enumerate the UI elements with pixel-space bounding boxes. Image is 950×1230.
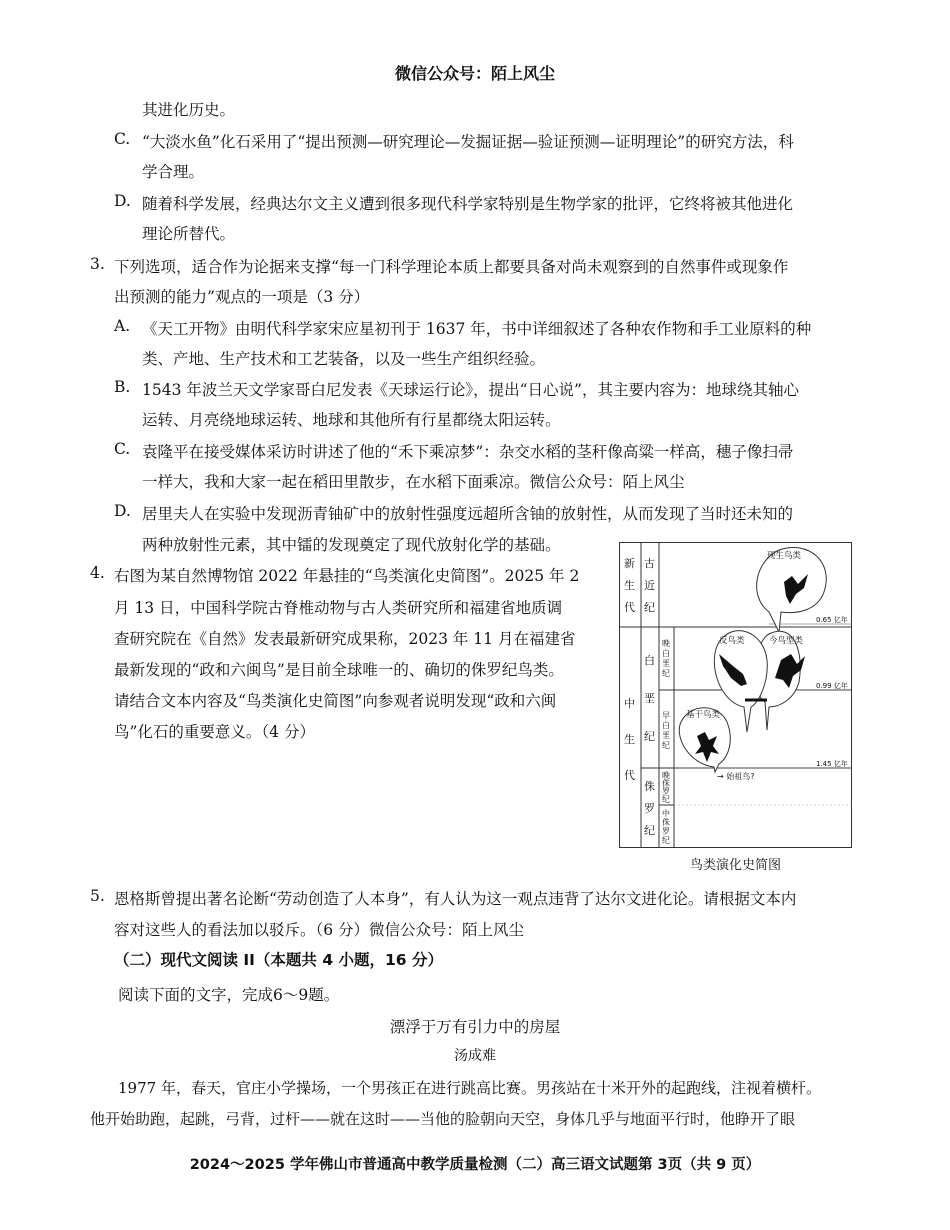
q4-line2: 月 13 日，中国科学院古脊椎动物与古人类研究所和福建省地质调 xyxy=(114,599,563,617)
svg-text:侏: 侏 xyxy=(644,780,655,793)
svg-text:代: 代 xyxy=(624,601,635,614)
article-paragraph-line2: 他开始助跑，起跳，弓背，过杆——就在这时——当他的脸朝向天空，身体几乎与地面平行时，他睁开了眼 xyxy=(90,1110,796,1128)
svg-text:侏: 侏 xyxy=(662,818,670,827)
svg-text:代: 代 xyxy=(624,769,635,782)
modern-birds-label: 现生鸟类 xyxy=(767,551,802,561)
article-title: 漂浮于万有引力中的房屋 xyxy=(389,1018,561,1036)
q2-option-d-line2: 理论所替代。 xyxy=(142,225,236,243)
q4-line6: 鸟”化石的重要意义。（4 分） xyxy=(114,723,315,741)
svg-text:纪: 纪 xyxy=(644,730,655,743)
svg-text:纪: 纪 xyxy=(644,601,655,614)
svg-text:垩: 垩 xyxy=(644,692,655,705)
basal-birds-label: 基干鸟类 xyxy=(686,710,721,720)
q3-option-b-line1: 1543 年波兰天文学家哥白尼发表《天球运行论》，提出“日心说”，其主要内容为：地球绕其轴心 xyxy=(142,381,799,399)
q3-option-d-label: D. xyxy=(114,502,131,520)
svg-text:罗: 罗 xyxy=(662,827,670,836)
q3-number: 3. xyxy=(90,255,105,273)
q5-line2: 容对这些人的看法加以驳斥。（6 分）微信公众号：陌上风尘 xyxy=(114,921,525,939)
article-author: 汤成难 xyxy=(454,1048,496,1064)
svg-text:纪: 纪 xyxy=(662,741,670,750)
svg-text:纪: 纪 xyxy=(644,824,655,837)
sub-middle-jurassic-label xyxy=(662,808,670,845)
q2-option-d-label: D. xyxy=(114,192,131,210)
svg-text:侏: 侏 xyxy=(662,779,670,788)
q2-option-d-line1: 随着科学发展，经典达尔文主义遭到很多现代科学家特别是生物学家的批评，它终将被其他进化 xyxy=(142,195,794,213)
q4-line4: 最新发现的“政和六闽鸟”是目前全球唯一的、确切的侏罗纪鸟类。 xyxy=(114,661,564,679)
archaeopteryx-label: → 始祖鸟? xyxy=(717,772,755,781)
q2-option-c-label: C. xyxy=(114,130,131,148)
q4-line5: 请结合文本内容及“鸟类演化史简图”向参观者说明发现“政和六闽 xyxy=(114,692,557,710)
q4-line1: 右图为某自然博物馆 2022 年悬挂的“鸟类演化史简图”。2025 年 2 xyxy=(114,567,580,585)
page-footer: 2024～2025 学年佛山市普通高中教学质量检测（二）高三语文试题第 3页（共 9 页） xyxy=(189,1157,761,1173)
time-label-0.99: 0.99 亿年 xyxy=(816,682,848,690)
time-label-0.65: 0.65 亿年 xyxy=(816,616,848,624)
q3-option-a-label: A. xyxy=(114,317,131,335)
q3-option-c-line1: 袁隆平在接受媒体采访时讲述了他的“禾下乘凉梦”：杂交水稻的茎秆像高粱一样高，穗子像扫帚 xyxy=(142,443,794,461)
article-paragraph-line1: 1977 年，春天，官庄小学操场，一个男孩正在进行跳高比赛。男孩站在十米开外的起跑线，注视着横杆。 xyxy=(118,1079,821,1097)
q2-option-c-line1: “大淡水鱼”化石采用了“提出预测—研究理论—发掘证据—验证预测—证明理论”的研究方法，科 xyxy=(142,133,794,151)
q3-stem-line2: 出预测的能力”观点的一项是（3 分） xyxy=(114,288,370,306)
q3-option-c-label: C. xyxy=(114,440,131,458)
svg-text:中: 中 xyxy=(662,809,670,818)
svg-text:近: 近 xyxy=(644,579,655,592)
q3-option-b-line2: 运转、月亮绕地球运转、地球和其他所有行星都绕太阳运转。 xyxy=(142,411,561,429)
sub-late-jurassic-label xyxy=(662,770,670,804)
era-mesozoic-label xyxy=(624,696,635,782)
svg-text:纪: 纪 xyxy=(662,795,670,804)
q4-line3: 查研究院在《自然》发表最新研究成果称，2023 年 11 月在福建省 xyxy=(114,630,576,648)
q3-option-d-line2: 两种放射性元素，其中镭的发现奠定了现代放射化学的基础。 xyxy=(142,536,561,554)
ornithuromorpha-label: 今鸟型类 xyxy=(769,636,804,646)
enantiornithes-label: 反鸟类 xyxy=(719,636,745,646)
svg-text:罗: 罗 xyxy=(644,802,655,815)
q4-number: 4. xyxy=(90,564,105,582)
q5-line1: 恩格斯曾提出著名论断“劳动创造了人本身”，有人认为这一观点违背了达尔文进化论。请根据文本内 xyxy=(114,890,797,908)
svg-text:生: 生 xyxy=(624,579,635,592)
svg-text:罗: 罗 xyxy=(662,787,670,796)
sub-late-cretaceous-label xyxy=(662,638,670,678)
diagram-caption: 鸟类演化史简图 xyxy=(689,858,781,873)
q3-stem-line1: 下列选项，适合作为论据来支撑“每一门科学理论本质上都要具备对尚未观察到的自然事件或现象作 xyxy=(114,258,789,276)
svg-text:白: 白 xyxy=(644,654,655,667)
q5-number: 5. xyxy=(90,887,105,905)
svg-text:古: 古 xyxy=(644,557,655,570)
q3-option-b-label: B. xyxy=(114,378,131,396)
page-header: 微信公众号：陌上风尘 xyxy=(394,64,555,83)
svg-text:白: 白 xyxy=(662,649,670,658)
svg-text:纪: 纪 xyxy=(662,836,670,845)
svg-text:垩: 垩 xyxy=(662,731,670,740)
era-cenozoic-label xyxy=(624,557,635,614)
q3-option-a-line2: 类、产地、生产技术和工艺装备，以及一些生产组织经验。 xyxy=(142,350,546,368)
svg-text:垩: 垩 xyxy=(662,659,670,668)
period-jurassic-label xyxy=(644,779,655,837)
sub-early-cretaceous-label xyxy=(662,711,670,750)
svg-text:中: 中 xyxy=(624,697,635,710)
svg-text:生: 生 xyxy=(624,733,635,746)
section-2-instruction: 阅读下面的文字，完成6～9题。 xyxy=(118,986,340,1004)
period-paleogene-label xyxy=(644,556,655,614)
svg-text:早: 早 xyxy=(662,711,670,720)
svg-text:新: 新 xyxy=(624,557,635,570)
bird-evolution-diagram xyxy=(619,542,852,848)
q3-option-c-line2: 一样大，我和大家一起在稻田里散步，在水稻下面乘凉。微信公众号：陌上风尘 xyxy=(142,473,685,491)
svg-text:纪: 纪 xyxy=(662,669,670,678)
svg-text:白: 白 xyxy=(662,721,670,730)
time-label-1.45: 1.45 亿年 xyxy=(816,760,848,768)
period-cretaceous-label xyxy=(644,654,655,743)
q3-option-a-line1: 《天工开物》由明代科学家宋应星初刊于 1637 年，书中详细叙述了各种农作物和手工业原料的种 xyxy=(142,320,812,338)
q2-option-c-line2: 学合理。 xyxy=(142,163,205,181)
svg-text:晚: 晚 xyxy=(662,771,670,780)
q3-option-d-line1: 居里夫人在实验中发现沥青铀矿中的放射性强度远超所含铀的放射性，从而发现了当时还未知的 xyxy=(142,505,794,523)
q2-b-continuation: 其进化历史。 xyxy=(142,101,236,119)
svg-text:晚: 晚 xyxy=(662,639,670,648)
section-2-heading: （二）现代文阅读 II（本题共 4 小题，16 分） xyxy=(114,951,443,969)
